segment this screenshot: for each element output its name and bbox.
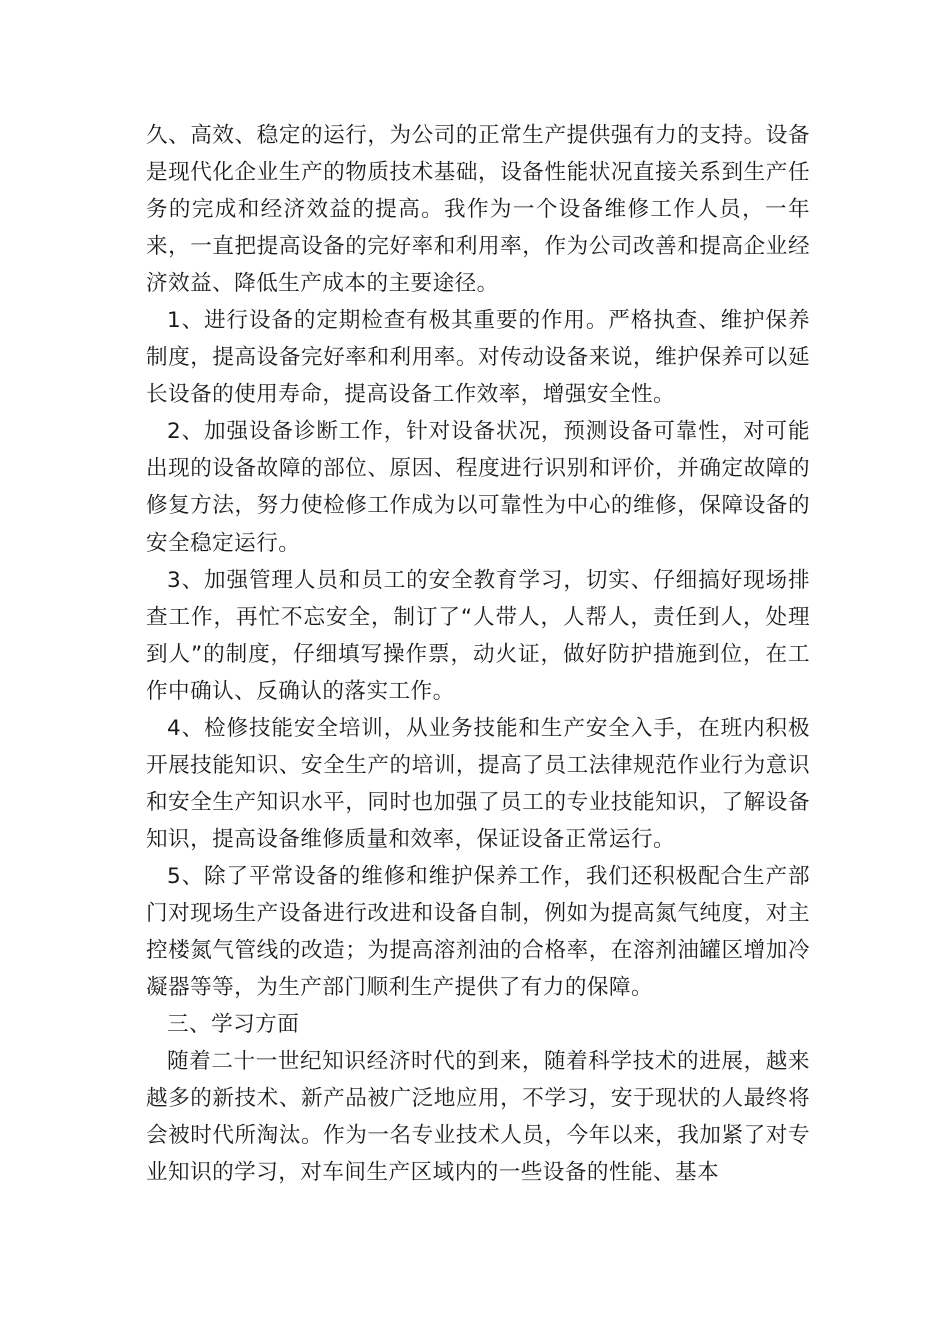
paragraph-continuation: 久、高效、稳定的运行，为公司的正常生产提供强有力的支持。设备是现代化企业生产的物质技术基础，设备性能状况直接关系到生产任务的完成和经济效益的提高。我作为一个设备维修工作人员，一年来，一直把提高设备的完好率和利用率，作为公司改善和提高企业经济效益、降低生产成本的主要途径。: [146, 123, 810, 297]
paragraph-item-1: 1、进行设备的定期检查有极其重要的作用。严格执查、维护保养制度，提高设备完好率和利用率。对传动设备来说，维护保养可以延长设备的使用寿命，提高设备工作效率，增强安全性。: [146, 308, 810, 408]
paragraph-study: 随着二十一世纪知识经济时代的到来，随着科学技术的进展，越来越多的新技术、新产品被广泛地应用，不学习，安于现状的人最终将会被时代所淘汰。作为一名专业技术人员，今年以来，我加紧了对专业知识的学习，对车间生产区域内的一些设备的性能、基本: [146, 1049, 810, 1186]
document-body: [146, 117, 810, 1191]
section-heading-study: 三、学习方面: [167, 1012, 300, 1038]
paragraph-item-5: 5、除了平常设备的维修和维护保养工作，我们还积极配合生产部门对现场生产设备进行改进和设备自制，例如为提高氮气纯度，对主控楼氮气管线的改造；为提高溶剂油的合格率，在溶剂油罐区增加冷凝器等等，为生产部门顺利生产提供了有力的保障。: [146, 863, 810, 1001]
paragraph-item-4: 4、检修技能安全培训，从业务技能和生产安全入手，在班内积极开展技能知识、安全生产的培训，提高了员工法律规范作业行为意识和安全生产知识水平，同时也加强了员工的专业技能知识，了解设备知识，提高设备维修质量和效率，保证设备正常运行。: [146, 715, 810, 852]
paragraph-item-3: 3、加强管理人员和员工的安全教育学习，切实、仔细搞好现场排查工作，再忙不忘安全，制订了“人带人，人帮人，责任到人，处理到人”的制度，仔细填写操作票，动火证，做好防护措施到位，在工作中确认、反确认的落实工作。: [146, 567, 810, 704]
paragraph-item-2: 2、加强设备诊断工作，针对设备状况，预测设备可靠性，对可能出现的设备故障的部位、原因、程度进行识别和评价，并确定故障的修复方法，努力使检修工作成为以可靠性为中心的维修，保障设备的安全稳定运行。: [146, 419, 810, 556]
